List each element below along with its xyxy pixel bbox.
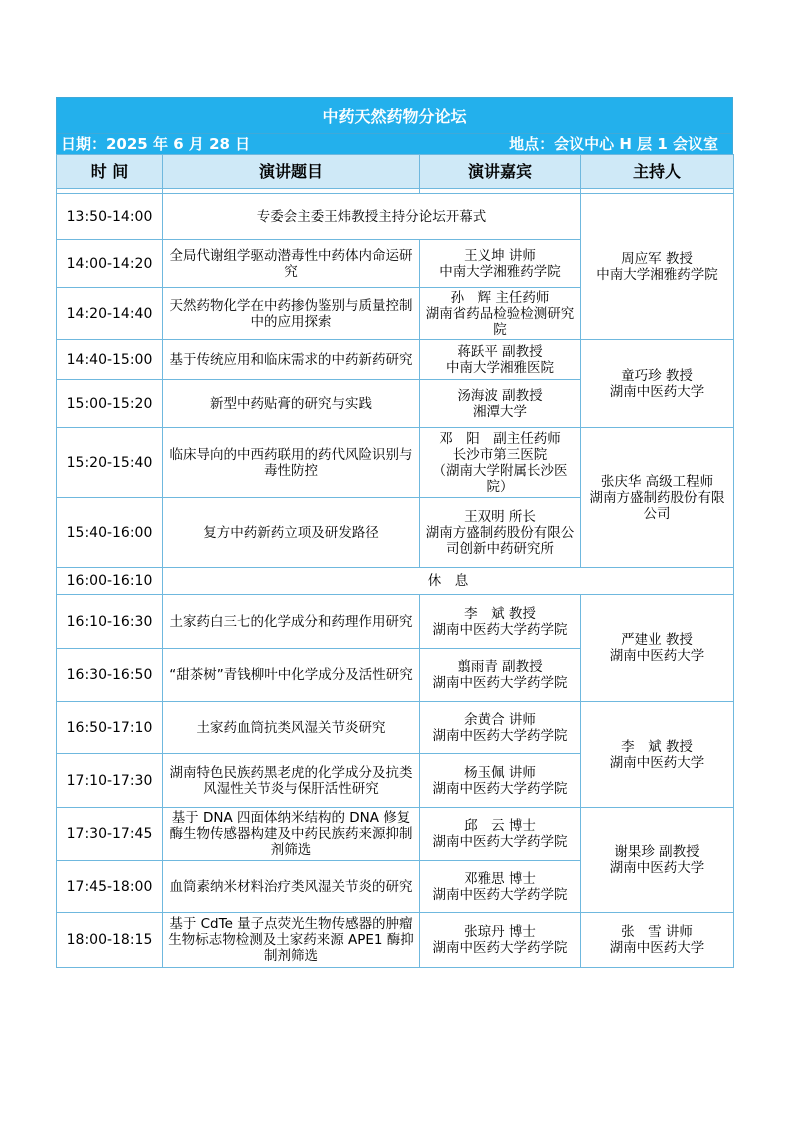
break-label: 休 息 <box>163 568 734 595</box>
session-topic: 湖南特色民族药黑老虎的化学成分及抗类风湿性关节炎与保肝活性研究 <box>163 754 420 808</box>
session-time: 14:20-14:40 <box>57 288 163 340</box>
forum-info-bar <box>56 134 733 154</box>
header-speaker: 演讲嘉宾 <box>420 155 581 189</box>
session-time: 16:10-16:30 <box>57 595 163 649</box>
session-time: 15:00-15:20 <box>57 380 163 428</box>
schedule-sheet <box>56 97 733 968</box>
session-topic: 复方中药新药立项及研发路径 <box>163 498 420 568</box>
header-host: 主持人 <box>581 155 734 189</box>
session-time: 17:10-17:30 <box>57 754 163 808</box>
session-speaker: 杨玉佩 讲师 湖南中医药大学药学院 <box>420 754 581 808</box>
table-row <box>57 702 734 754</box>
header-time: 时 间 <box>57 155 163 189</box>
session-topic: 基于传统应用和临床需求的中药新药研究 <box>163 340 420 380</box>
session-speaker: 李 斌 教授 湖南中医药大学药学院 <box>420 595 581 649</box>
session-topic: 临床导向的中西药联用的药代风险识别与毒性防控 <box>163 428 420 498</box>
table-row <box>57 340 734 380</box>
forum-location: 地点：会议中心 H 层 1 会议室 <box>509 135 718 153</box>
session-speaker: 张琼丹 博士 湖南中医药大学药学院 <box>420 913 581 968</box>
table-row <box>57 808 734 861</box>
session-host: 张 雪 讲师 湖南中医药大学 <box>581 913 734 968</box>
session-topic: 土家药血筒抗类风湿关节炎研究 <box>163 702 420 754</box>
session-host: 周应军 教授 中南大学湘雅药学院 <box>581 194 734 340</box>
session-time: 15:40-16:00 <box>57 498 163 568</box>
table-row <box>57 428 734 498</box>
table-row <box>57 194 734 240</box>
session-host: 严建业 教授 湖南中医药大学 <box>581 595 734 702</box>
session-time: 17:30-17:45 <box>57 808 163 861</box>
session-topic: 血筒素纳米材料治疗类风湿关节炎的研究 <box>163 861 420 913</box>
session-host: 谢果珍 副教授 湖南中医药大学 <box>581 808 734 913</box>
session-topic: 专委会主委王炜教授主持分论坛开幕式 <box>163 194 581 240</box>
session-time: 13:50-14:00 <box>57 194 163 240</box>
session-time: 16:00-16:10 <box>57 568 163 595</box>
session-time: 14:40-15:00 <box>57 340 163 380</box>
session-time: 15:20-15:40 <box>57 428 163 498</box>
table-header-row <box>57 155 734 189</box>
session-speaker: 余黄合 讲师 湖南中医药大学药学院 <box>420 702 581 754</box>
session-speaker: 翦雨青 副教授 湖南中医药大学药学院 <box>420 649 581 702</box>
table-row <box>57 913 734 968</box>
session-time: 16:30-16:50 <box>57 649 163 702</box>
session-speaker: 孙 辉 主任药师 湖南省药品检验检测研究院 <box>420 288 581 340</box>
session-speaker: 蒋跃平 副教授 中南大学湘雅医院 <box>420 340 581 380</box>
session-host: 张庆华 高级工程师 湖南方盛制药股份有限公司 <box>581 428 734 568</box>
session-topic: 全局代谢组学驱动潜毒性中药体内命运研究 <box>163 240 420 288</box>
session-time: 17:45-18:00 <box>57 861 163 913</box>
forum-title: 中药天然药物分论坛 <box>56 97 733 134</box>
table-row <box>57 595 734 649</box>
session-time: 14:00-14:20 <box>57 240 163 288</box>
session-speaker: 邓雅思 博士 湖南中医药大学药学院 <box>420 861 581 913</box>
session-topic: 天然药物化学在中药掺伪鉴别与质量控制中的应用探索 <box>163 288 420 340</box>
session-topic: 土家药白三七的化学成分和药理作用研究 <box>163 595 420 649</box>
session-topic: 基于 CdTe 量子点荧光生物传感器的肿瘤生物标志物检测及土家药来源 APE1 酶抑制剂筛选 <box>163 913 420 968</box>
session-host: 童巧珍 教授 湖南中医药大学 <box>581 340 734 428</box>
header-topic: 演讲题目 <box>163 155 420 189</box>
session-host: 李 斌 教授 湖南中医药大学 <box>581 702 734 808</box>
schedule-table <box>56 154 734 968</box>
session-topic: 基于 DNA 四面体纳米结构的 DNA 修复酶生物传感器构建及中药民族药来源抑制剂筛选 <box>163 808 420 861</box>
session-speaker: 王双明 所长 湖南方盛制药股份有限公司创新中药研究所 <box>420 498 581 568</box>
session-topic: “甜茶树”青钱柳叶中化学成分及活性研究 <box>163 649 420 702</box>
session-topic: 新型中药贴膏的研究与实践 <box>163 380 420 428</box>
forum-date: 日期：2025 年 6 月 28 日 <box>61 135 251 153</box>
session-speaker: 邱 云 博士 湖南中医药大学药学院 <box>420 808 581 861</box>
session-speaker: 汤海波 副教授 湘潭大学 <box>420 380 581 428</box>
table-row-break <box>57 568 734 595</box>
session-time: 18:00-18:15 <box>57 913 163 968</box>
session-speaker: 王义坤 讲师 中南大学湘雅药学院 <box>420 240 581 288</box>
session-speaker: 邓 阳 副主任药师 长沙市第三医院 （湖南大学附属长沙医院） <box>420 428 581 498</box>
session-time: 16:50-17:10 <box>57 702 163 754</box>
